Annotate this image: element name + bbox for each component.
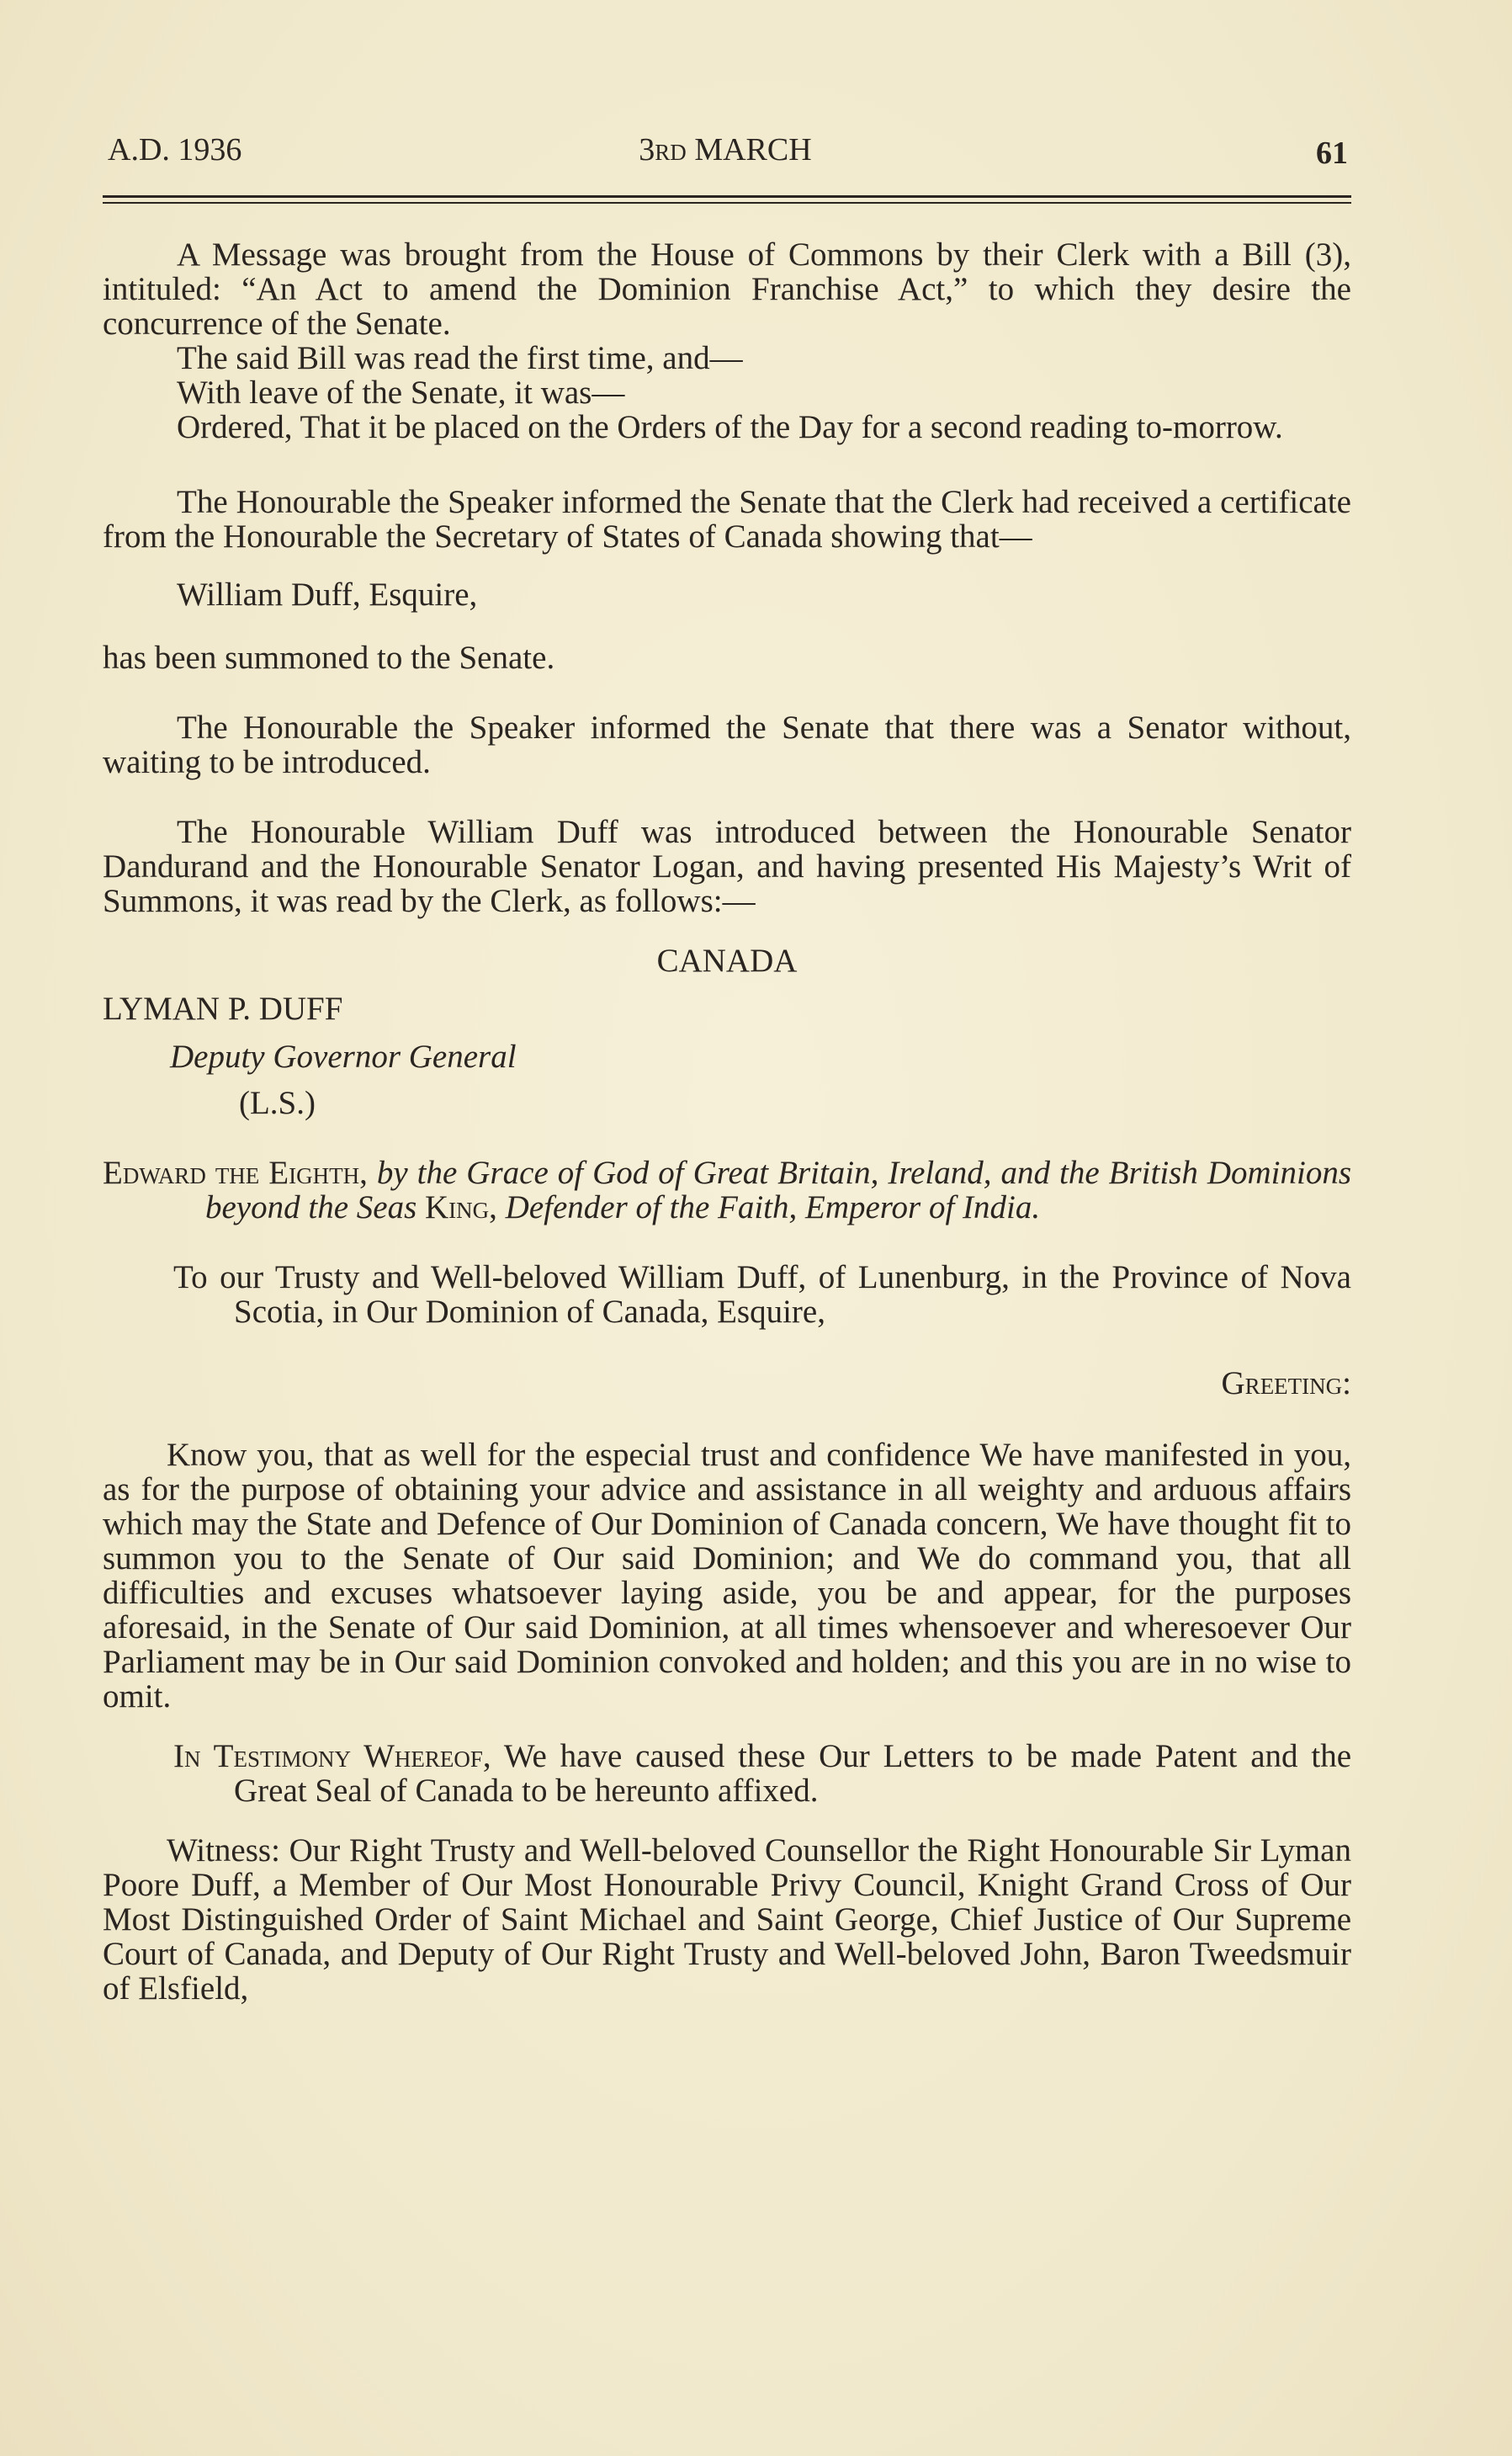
sovereign-style: by the Grace of God of Great Britain, Ireland, and the British Dominions beyond the Seas — [205, 1155, 1352, 1225]
paragraph-message: A Message was brought from the House of Commons by their Clerk with a Bill (3), intituled: “An Act to amend the Dominion Franchise Act,” to which they desire the concurrence of the Senate. — [103, 237, 1351, 342]
paragraph-ordered: Ordered, That it be placed on the Orders of the Day for a second reading to-morrow. — [177, 409, 1283, 445]
writ-addressee: To our Trusty and Well-beloved William Duff, of Lunenburg, in the Province of Nova Scotia, in Our Dominion of Canada, Esquire, — [173, 1259, 1351, 1330]
header-rule-thin — [103, 202, 1351, 204]
paragraph-first-reading: The said Bill was read the first time, and— — [177, 340, 743, 376]
header-day: 3rd — [639, 132, 687, 167]
page-number: 61 — [1316, 136, 1348, 171]
sovereign-king: King, — [425, 1189, 497, 1225]
writ-witness: Witness: Our Right Trusty and Well-beloved Counsellor the Right Honourable Sir Lyman Poore Duff, a Member of Our Most Honourable Privy Council, Knight Grand Cross of Our Most Distinguished Order of Saint Michael and Saint George, Chief Justice of Our Supreme Court of Canada, and Deputy of Our Right Trusty and Well-beloved John, Baron Tweedsmuir of Elsfield, — [103, 1832, 1351, 2007]
page-header — [103, 126, 1348, 177]
sovereign-style-2: Defender of the Faith, Emperor of India. — [505, 1189, 1041, 1225]
paragraph-certificate: The Honourable the Speaker informed the Senate that the Clerk had received a certificate from the Honourable the Secretary of States of Canada showing that— — [103, 484, 1351, 555]
paragraph-summoned: has been summoned to the Senate. — [103, 640, 555, 676]
paragraph-leave: With leave of the Senate, it was— — [177, 375, 625, 411]
writ-sovereign — [103, 1156, 1351, 1225]
writ-seal: (L.S.) — [239, 1085, 316, 1121]
writ-signer-title: Deputy Governor General — [170, 1039, 517, 1075]
writ-know-you: Know you, that as well for the especial trust and confidence We have manifested in you, as for the purpose of obtaining your advice and assistance in all weighty and arduous affairs which may the State and Defence of Our Dominion of Canada concern, We have thought fit to summon you to the Senate of Our said Dominion; and We do command you, that all difficulties and excuses whatsoever laying aside, you be and appear, for the purposes aforesaid, in the Senate of Our said Dominion, at all times whensoever and wheresoever Our Parliament may be in Our said Dominion convoked and holden; and this you are in no wise to omit. — [103, 1437, 1351, 1714]
header-rule-thick — [103, 195, 1351, 198]
sovereign-name: Edward the Eighth, — [103, 1155, 368, 1191]
writ-testimony — [103, 1739, 1351, 1808]
testimony-text: We have caused these Our Letters to be made Patent and the Great Seal of Canada to be hereunto affixed. — [234, 1738, 1352, 1809]
header-date — [103, 131, 1348, 168]
paragraph-senator-name: William Duff, Esquire, — [177, 577, 478, 613]
header-month: MARCH — [694, 132, 812, 167]
paragraph-senator-waiting: The Honourable the Speaker informed the Senate that there was a Senator without, waiting to be introduced. — [103, 710, 1351, 780]
header-year: A.D. 1936 — [108, 132, 242, 167]
paragraph-introduced: The Honourable William Duff was introduced between the Honourable Senator Dandurand and the Honourable Senator Logan, and having presented His Majesty’s Writ of Summons, it was read by the Clerk, as follows:— — [103, 814, 1351, 919]
writ-heading-canada: CANADA — [656, 943, 798, 979]
testimony-lead: In Testimony Whereof, — [173, 1738, 491, 1774]
writ-signer: LYMAN P. DUFF — [103, 991, 343, 1027]
writ-greeting: Greeting: — [1221, 1365, 1351, 1401]
document-body — [103, 237, 1351, 2006]
